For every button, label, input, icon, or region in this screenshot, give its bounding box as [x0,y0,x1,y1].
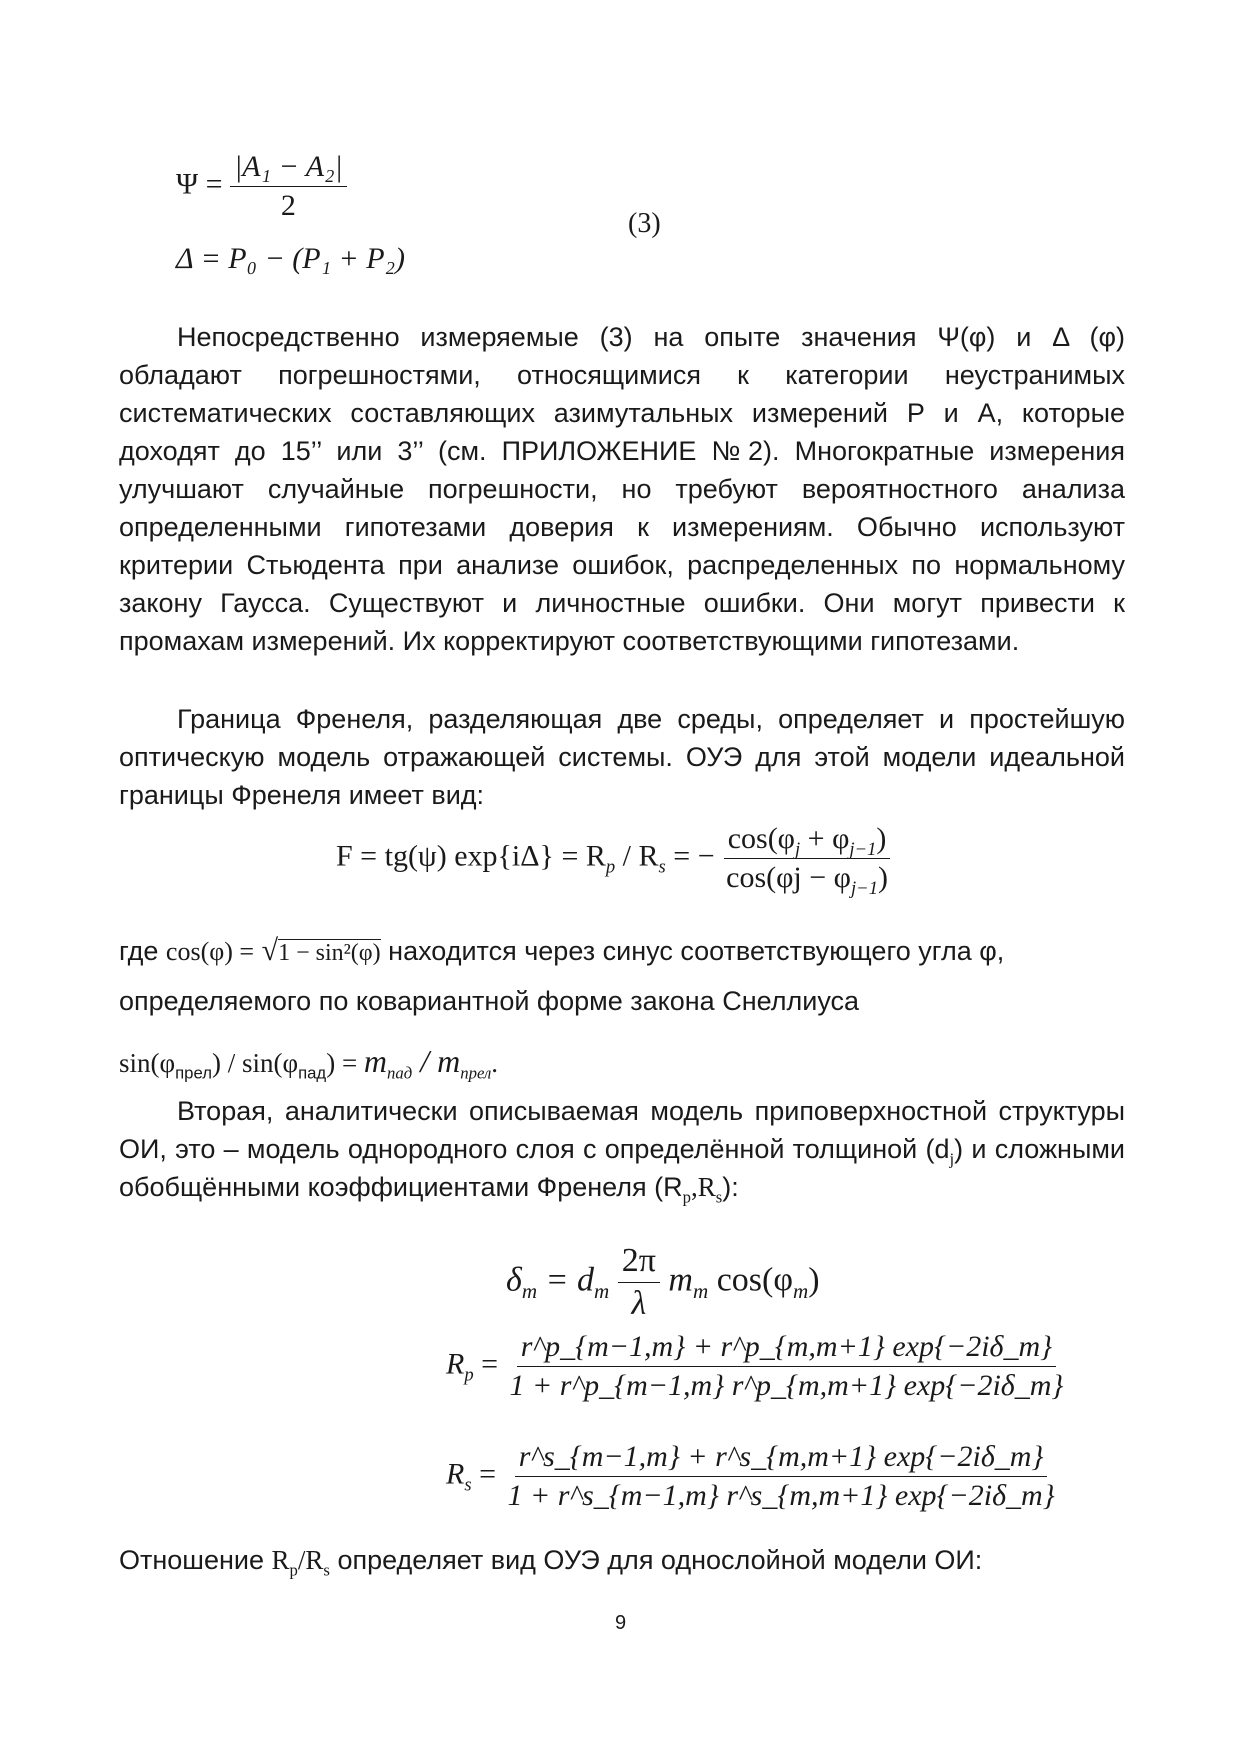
delta-equation: Δ = P₀ − (P₁ + P₂) [176,242,406,275]
rs-equation: $R_s$ = $\frac{r\^{}s\_\{m-1,m\} + r\^{}s\_\{m,m+1\} \exp\{-2i\delta\_m\}}{1 + r\^{}s\_\{m-1,m\} r\^{}s\_\{m,m+1\} \exp\{-2i\delta\_m\}}$ [446,1440,1055,1512]
cosine-definition-line: где cos(φ) = √1 − sin²(φ) находится через синус соответствующего угла φ, [119,934,1005,967]
psi-denominator: 2 [280,189,296,222]
fresnel-equation: F = tg(ψ) $\exp\{i\Delta\} = R_p / R_s$ = − $\frac{\cos(\varphi_j + \varphi_{j-1})}{\cos(\varphi j - \varphi_{j-1})}$ [336,822,892,895]
psi-fraction [230,150,347,223]
equation-number: (3) [628,208,661,239]
sqrt-radicand: 1 − sin²(φ) [278,940,381,966]
paragraph-single-layer-model: Вторая, аналитически описываемая модель приповерхностной структуры ОИ, это – модель однородного слоя с определённой толщиной $(d_j)$ и сложными обобщёнными коэффициентами Френеля $(R_p,R_s)$: [119,1096,1126,1207]
paragraph-fresnel-boundary: Граница Френеля, разделяющая две среды, определяет и простейшую оптическую модель отражающей системы. ОУЭ для этой модели идеальной границы Френеля имеет вид: [119,704,1125,810]
snell-intro: определяемого по ковариантной форме закона Снеллиуса [119,986,860,1016]
ratio-line: Отношение $R_p/R_s$ определяет вид ОУЭ для однослойной модели ОИ: [119,1545,983,1580]
rp-equation: $R_p$ = $\frac{r\^{}p\_\{m-1,m\} + r\^{}p\_\{m,m+1\} \exp\{-2i\delta\_m\}}{1 + r\^{}p\_\{m-1,m\} r\^{}p\_\{m,m+1\} \exp\{-2i\delta\_m\}}$ [446,1330,1064,1402]
page-number: 9 [614,1612,627,1634]
psi-lhs: Ψ = [176,167,223,201]
psi-numerator: |A₁ − A₂| [230,150,347,187]
sqrt-sign: √ [261,934,279,967]
fresnel-fraction: $\frac{\cos(\varphi_j + \varphi_{j-1})}{\cos(\varphi j - \varphi_{j-1})}$ [722,822,892,895]
snell-law: $\sin(\varphi_{прел}) / \sin(\varphi_{пад}) = m_{пад} / m_{прел}$. [119,1043,499,1083]
paragraph-measurement-errors: Непосредственно измеряемые (3) на опыте значения Ψ(φ) и Δ (φ) обладают погрешностями, относящимися к категории неустранимых систематических составляющих азимутальных измерений Р и А, которые доходят до 15’’ или 3’’ (см. ПРИЛОЖЕНИЕ №2). Многократные измерения улучшают случайные погрешности, но требуют вероятностного анализа определенными гипотезами доверия к измерениям. Обычно используют критерии Стьюдента при анализе ошибок, распределенных по нормальному закону Гаусса. Существуют и личностные ошибки. Они могут привести к промахам измерений. Их корректируют соответствующими гипотезами. [119,322,1125,656]
delta-m-equation: $\delta_m = d_m$ $\frac{2\pi}{\lambda}$ $m_m$ $\cos(\varphi_m)$ [506,1242,820,1322]
cos-expression: cos(φ) = [165,937,255,966]
equation-3 [176,150,347,223]
